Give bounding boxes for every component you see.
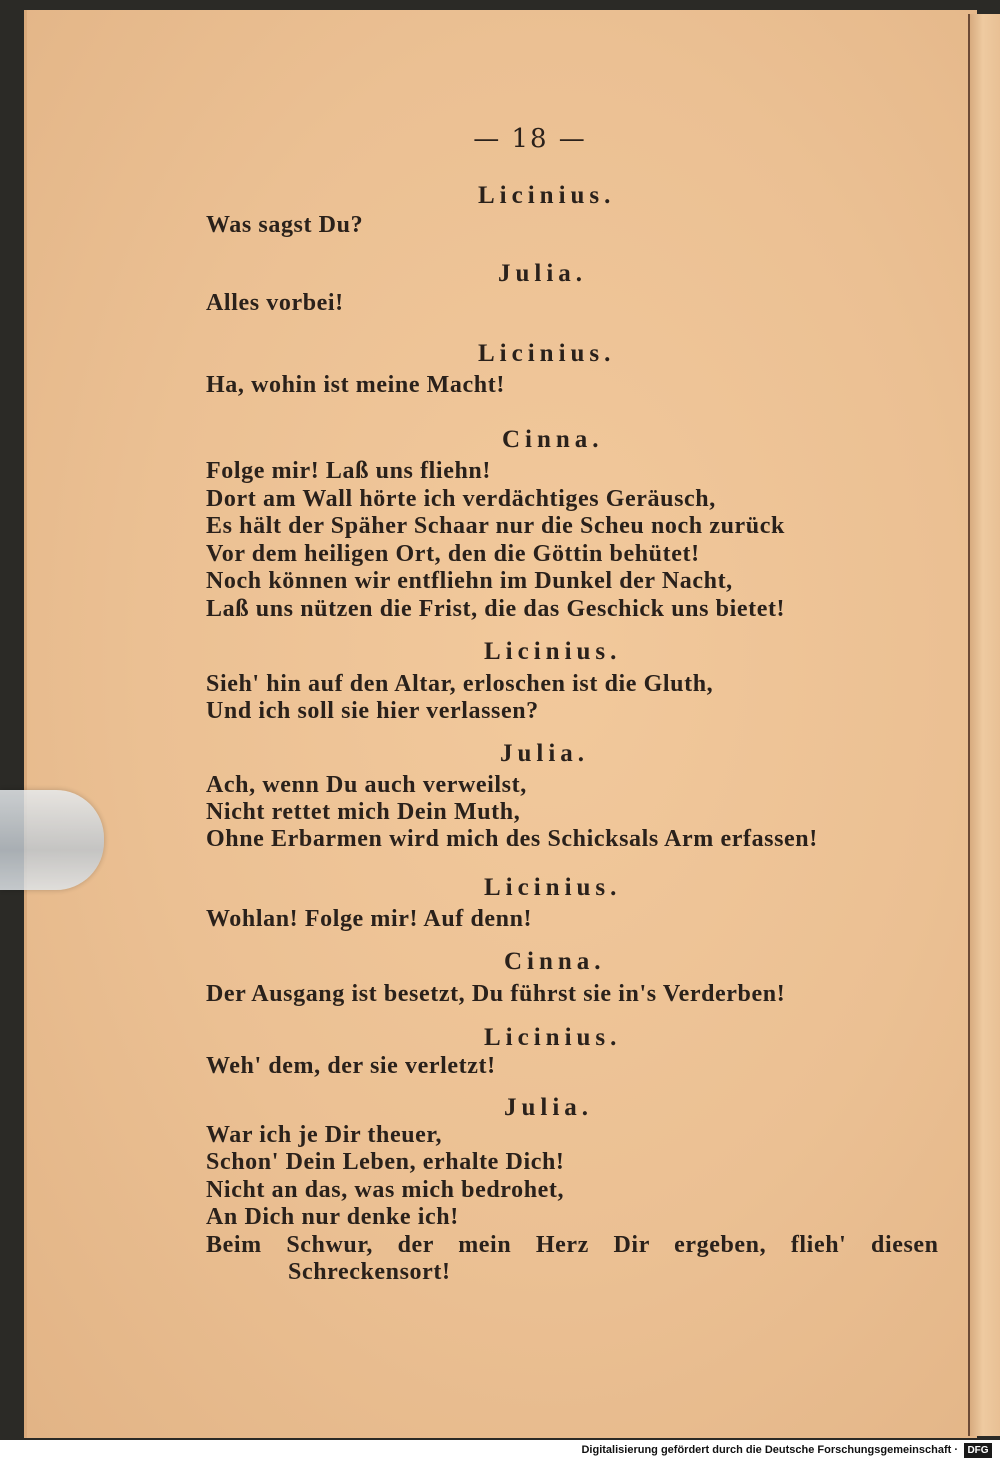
verse-line: Vor dem heiligen Ort, den die Göttin behütet! bbox=[206, 541, 700, 567]
page-number: — 18 — bbox=[473, 124, 587, 154]
verse-line: Ohne Erbarmen wird mich des Schicksals Arm erfassen! bbox=[206, 826, 818, 852]
verse-line: Nicht an das, was mich bedrohet, bbox=[206, 1177, 565, 1203]
speaker-name: Julia. bbox=[498, 260, 588, 287]
verse-line: Nicht rettet mich Dein Muth, bbox=[206, 799, 521, 825]
verse-line: Ha, wohin ist meine Macht! bbox=[206, 372, 505, 398]
speaker-name: Julia. bbox=[504, 1094, 594, 1121]
verse-line: Dort am Wall hörte ich verdächtiges Geräusch, bbox=[206, 486, 716, 512]
verse-line: Folge mir! Laß uns fliehn! bbox=[206, 458, 491, 484]
verse-line: Der Ausgang ist besetzt, Du führst sie in's Verderben! bbox=[206, 981, 786, 1007]
verse-line: Schon' Dein Leben, erhalte Dich! bbox=[206, 1149, 565, 1175]
verse-line: An Dich nur denke ich! bbox=[206, 1204, 459, 1230]
speaker-name: Cinna. bbox=[502, 426, 604, 453]
speaker-name: Licinius. bbox=[478, 182, 616, 209]
verse-line: Noch können wir entfliehn im Dunkel der Nacht, bbox=[206, 568, 733, 594]
verse-line: Ach, wenn Du auch verweilst, bbox=[206, 772, 527, 798]
verse-line: Sieh' hin auf den Altar, erloschen ist die Gluth, bbox=[206, 671, 714, 697]
verse-line: Was sagst Du? bbox=[206, 212, 364, 238]
verse-line: Und ich soll sie hier verlassen? bbox=[206, 698, 539, 724]
funding-credit: Digitalisierung gefördert durch die Deutsche Forschungsgemeinschaft · bbox=[581, 1444, 958, 1456]
verse-line: Weh' dem, der sie verletzt! bbox=[206, 1053, 496, 1079]
speaker-name: Licinius. bbox=[484, 874, 622, 901]
speaker-name: Licinius. bbox=[484, 638, 622, 665]
verse-line: Alles vorbei! bbox=[206, 290, 344, 316]
verse-line: Es hält der Späher Schaar nur die Scheu noch zurück bbox=[206, 513, 785, 539]
verse-line: Beim Schwur, der mein Herz Dir ergeben, flieh' diesen bbox=[206, 1232, 939, 1258]
speaker-name: Licinius. bbox=[484, 1024, 622, 1051]
verse-line: War ich je Dir theuer, bbox=[206, 1122, 443, 1148]
dfg-logo: DFG bbox=[964, 1443, 992, 1458]
verse-line: Schreckensort! bbox=[288, 1259, 451, 1285]
verse-line: Wohlan! Folge mir! Auf denn! bbox=[206, 906, 533, 932]
footer-bar bbox=[0, 1440, 1000, 1463]
speaker-name: Julia. bbox=[500, 740, 590, 767]
speaker-name: Licinius. bbox=[478, 340, 616, 367]
verse-line: Laß uns nützen die Frist, die das Geschick uns bietet! bbox=[206, 596, 786, 622]
speaker-name: Cinna. bbox=[504, 948, 606, 975]
